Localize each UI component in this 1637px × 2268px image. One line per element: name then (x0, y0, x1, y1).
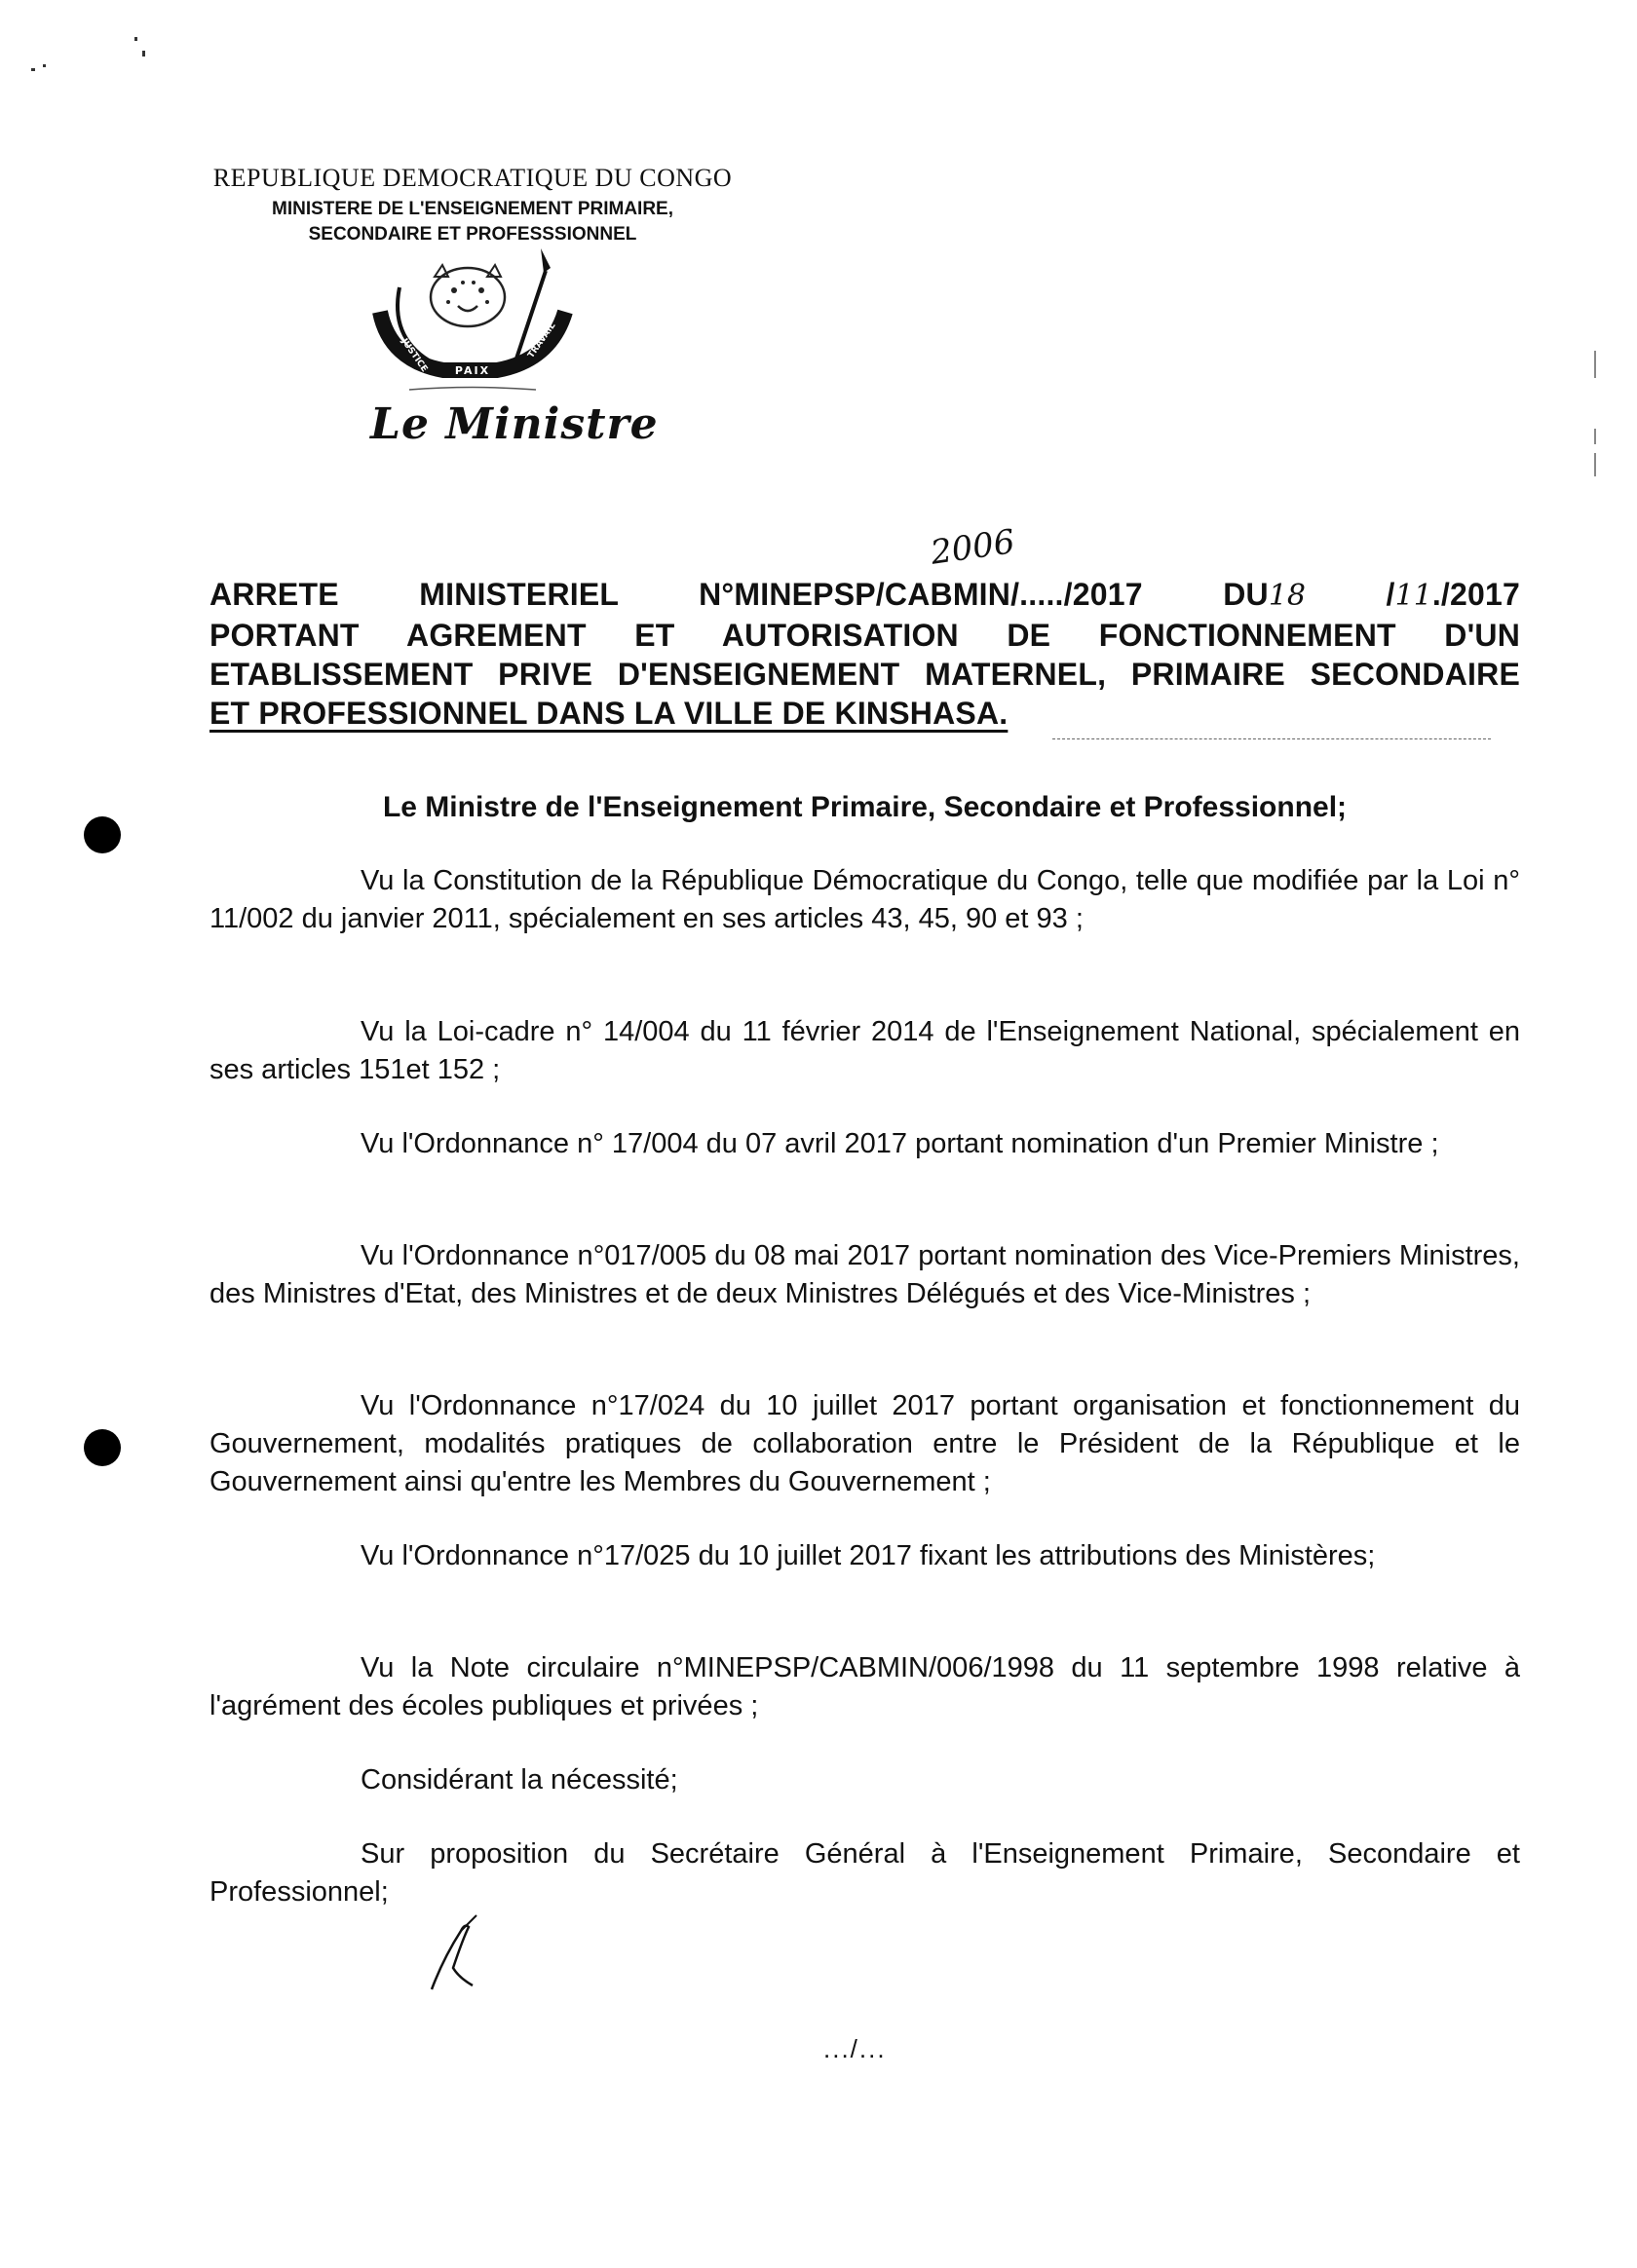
ministry-line-1: MINISTERE DE L'ENSEIGNEMENT PRIMAIRE, (272, 199, 673, 219)
ministry-line-2: SECONDAIRE ET PROFESSSIONNEL (308, 224, 637, 245)
scan-speck (43, 64, 46, 67)
paragraph-vu-ordonnance-organisation: Vu l'Ordonnance n°17/024 du 10 juillet 2017 portant organisation et fonctionnement du Gouvernement, modalités pratiques de collaboration entre le Président de la République et le Gouvernement ainsi qu'entre les Membres du Gouvernement ; (209, 1390, 1520, 1497)
handwritten-month: 11 (1394, 579, 1432, 613)
margin-mark (1594, 429, 1596, 444)
margin-mark (1594, 351, 1596, 378)
paragraph-vu-ordonnance-nomination: Vu l'Ordonnance n°017/005 du 08 mai 2017 portant nomination des Vice-Premiers Ministres, des Ministres d'Etat, des Ministres et de deux Ministres Délégués et des Vice-Ministres ; (209, 1240, 1520, 1309)
handwritten-decree-number: 2006 (928, 522, 1017, 573)
title-line-2: PORTANT AGREMENT ET AUTORISATION DE FONCTIONNEMENT D'UN (209, 618, 1520, 653)
paragraph-considerant: Considérant la nécessité; (361, 1764, 678, 1796)
title-line-4: ET PROFESSIONNEL DANS LA VILLE DE KINSHASA. (209, 696, 1009, 731)
paragraph-vu-ordonnance-premier-ministre: Vu l'Ordonnance n° 17/004 du 07 avril 2017 portant nomination d'un Premier Ministre ; (361, 1128, 1439, 1159)
decree-title (209, 575, 1520, 733)
handwritten-initials (414, 1909, 502, 1997)
scan-speck (142, 51, 145, 57)
minister-preamble: Le Ministre de l'Enseignement Primaire, Secondaire et Professionnel; (382, 791, 1348, 823)
svg-text:TRAVAIL: TRAVAIL (526, 321, 558, 360)
title-underline-rule (1052, 738, 1491, 739)
scan-speck (31, 68, 35, 71)
margin-mark (1594, 453, 1596, 476)
svg-text:JUSTICE: JUSTICE (399, 336, 430, 374)
coat-of-arms-emblem (351, 244, 594, 399)
title-line-3: ETABLISSEMENT PRIVE D'ENSEIGNEMENT MATERNEL, PRIMAIRE SECONDAIRE (209, 657, 1520, 692)
handwritten-day: 18 (1268, 579, 1307, 613)
punch-hole (84, 816, 121, 853)
paragraph-sur-proposition: Sur proposition du Secrétaire Général à l'Enseignement Primaire, Secondaire et Professionnel; (209, 1838, 1520, 1908)
paragraph-vu-ordonnance-attributions: Vu l'Ordonnance n°17/025 du 10 juillet 2017 fixant les attributions des Ministères; (361, 1540, 1376, 1571)
svg-text:PAIX: PAIX (454, 364, 491, 377)
title-line-1: ARRETE MINISTERIEL N°MINEPSP/CABMIN/...../2017 DU18 /11./2017 (209, 577, 1520, 613)
paragraph-vu-note-circulaire: Vu la Note circulaire n°MINEPSP/CABMIN/006/1998 du 11 septembre 1998 relative à l'agrément des écoles publiques et privées ; (209, 1652, 1520, 1721)
republic-heading: REPUBLIQUE DEMOCRATIQUE DU CONGO (212, 164, 733, 192)
scan-speck (134, 37, 137, 41)
ministry-heading (175, 197, 770, 247)
le-ministre-signature-title: Le Ministre (370, 399, 659, 449)
paragraph-vu-loi-cadre: Vu la Loi-cadre n° 14/004 du 11 février 2014 de l'Enseignement National, spécialement en ses articles 151et 152 ; (209, 1016, 1520, 1085)
continuation-mark: .../... (823, 2034, 887, 2063)
paragraph-vu-constitution: Vu la Constitution de la République Démocratique du Congo, telle que modifiée par la Loi n° 11/002 du janvier 2011, spécialement en ses articles 43, 45, 90 et 93 ; (209, 865, 1520, 934)
punch-hole (84, 1429, 121, 1466)
